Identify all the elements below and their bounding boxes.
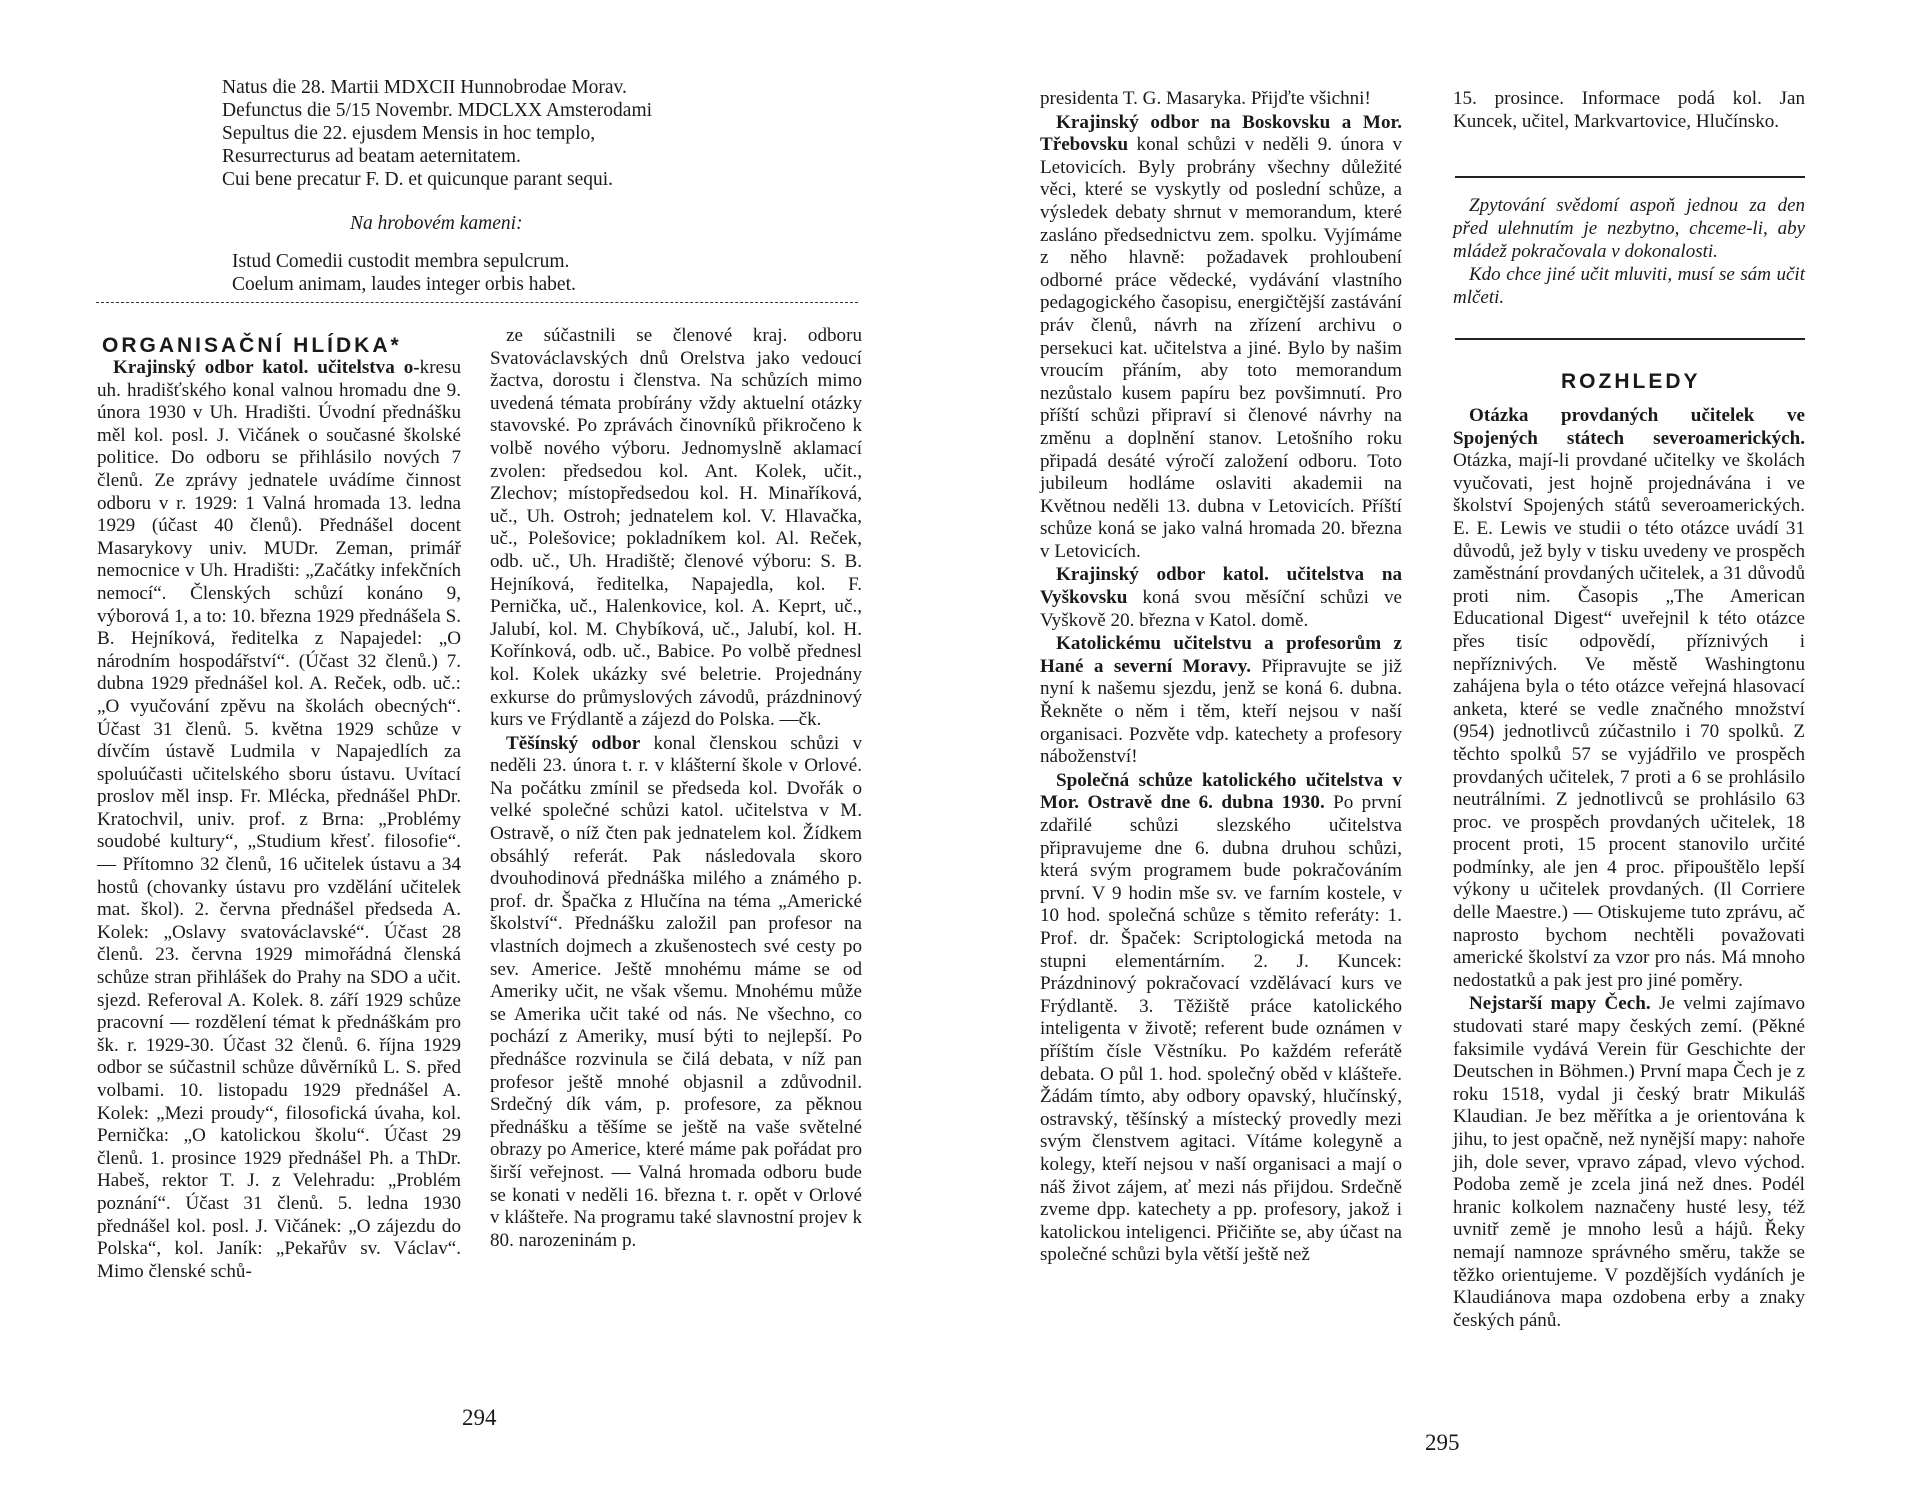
motto-box (1453, 194, 1805, 309)
divider (1455, 338, 1805, 340)
divider (96, 302, 858, 303)
paragraph-lead: Otázka provdaných učitelek ve Spojených státech severoamerických. (1453, 405, 1805, 449)
right-column-2 (1453, 405, 1805, 1332)
epitaph-line: Natus die 28. Martii MDXCII Hunnobrodae Morav. (222, 77, 627, 98)
epitaph-inscription (222, 76, 782, 191)
paragraph-text: konal schůzi v neděli 9. února v Letovicích. Byly probrány všechny důležité věci, které se vyskytly od poslední schůze, a výsledek debaty shrnut v memorandum, které zasláno předsednictvu zem. spolku. Vyjímáme z něho hlavně: požadavek prohloubení odborné práce vědecké, vydávání vlastního pedagogického časopisu, energičtější zastávání práv členů, návrh na zřízení archivu o persekuci kat. učitelstva a jiné. Bylo by našim vroucím přáním, aby toto memorandum nezůstalo kusem papíru bez povšimnutí. Pro příští schůzi připraví si členové návrhy na změnu a doplnění stanov. Letošního roku připadá desáté výročí založení odboru. Toto jubileum hodláme oslaviti akademii na Květnou neděli 13. dubna v Letovicích. Příští schůze koná se jako valná hromada 20. března v Letovicích. (1040, 134, 1402, 562)
epitaph-line: Defunctus die 5/15 Novembr. MDCLXX Amsterodami (222, 100, 653, 121)
epitaph-line: Cui bene precatur F. D. et quicunque parant sequi. (222, 169, 614, 190)
paragraph-text: Připravujte se již nyní k našemu sjezdu, jenž se koná 6. dubna. Řekněte o něm i těm, kteří nejsou v naší organisaci. Pozvěte vdp. katechety a profesory náboženství! (1040, 655, 1402, 768)
epitaph-line: Resurrecturus ad beatam aeternitatem. (222, 146, 521, 167)
paragraph (490, 325, 862, 732)
paragraph-text: ze súčastnili se členové kraj. odboru Svatováclavských dnů Orelstva jako vedoucí žactva, dorostu i členstva. Na schůzích mimo uvedená témata probírány vždy aktuelní otázky stavovské. Po zprávách činovníků přikročeno k volbě nového výboru. Jednomyslně aklamací zvolen: předsedou kol. Ant. Kolek, učit., Zlechov; místopředsedou kol. H. Minaříková, uč., Uh. Ostroh; jednatelem kol. V. Hlavačka, uč., Polešovice; pokladníkem kol. Al. Reček, odb. uč., Uh. Hradiště; členové výboru: S. B. Hejníková, ředitelka, Napajedla, kol. F. Pernička, uč., Halenkovice, kol. A. Keprt, uč., Jalubí, kol. M. Chybíková, uč., Jalubí, kol. H. Kořínková, odb. uč., Babice. Po volbě přednesl kol. Kolek ukázky své beletrie. Projednány exkurse do průmyslových závodů, prázdninový kurs ve Frýdlantě a zájezd do Polska. —čk. (490, 325, 862, 731)
paragraph-text: koná svou měsíční schůzi ve Vyškově 20. března v Katol. domě. (1040, 587, 1402, 631)
left-column-1 (97, 357, 461, 1283)
epitaph-line: Sepultus die 22. ejusdem Mensis in hoc templo, (222, 123, 596, 144)
paragraph (1040, 88, 1402, 111)
motto-line: Zpytování svědomí aspoň jednou za den před ulehnutím je nezbytno, chceme-li, aby mládež pokračovala v dokonalosti. (1453, 195, 1805, 262)
paragraph-lead: Společná schůze katolického učitelstva v Mor. Ostravě dne 6. dubna 1930. (1040, 769, 1402, 814)
paragraph-lead: Krajinský odbor na Boskovsku a Mor. Třebovsku (1040, 111, 1402, 156)
notice-text: 15. prosince. Informace podá kol. Jan Kuncek, učitel, Markvartovice, Hlučínsko. (1453, 88, 1805, 132)
paragraph-text: konal členskou schůzi v neděli 23. února t. r. v klášterní škole v Orlové. Na počátku zmínil se předseda kol. Dvořák o velké společné schůzi katol. učitelstva v M. Ostravě, o níž čten pak jednatelem kol. Žídkem obsáhlý referát. Pak následovala skoro dvouhodinová přednáška milého a známého p. prof. dr. Špačka z Hlučína na téma „Americké školství“. Přednášku založil pan profesor na vlastních dojmech a zkušenostech své cesty po sev. Americe. Ještě mnohému máme se od Ameriky učit, ne však všemu. Mnohému může se Amerika učit také od nás. Ne všechno, co pochází z Ameriky, musí býti to nejlepší. Po přednášce rozvinula se čilá debata, v níž pan profesor ještě mnohé objasnil a zdůvodnil. Srdečný dík vám, p. profesore, za pěknou přednášku a těšíme se ještě na vaše světelné obrazy po Americe, které máme pak pořádat pro širší veřejnost. — Valná hromada odboru bude se konati v neděli 16. března t. r. opět v Orlové v klášteře. Na programu také slavnostní projev k 80. narozeninám p. (490, 732, 862, 1251)
paragraph (490, 733, 862, 1253)
paragraph-text: Je velmi zajímavo studovati staré mapy českých zemí. (Pěkné faksimile vydává Verein für Geschichte der Deutschen in Böhmen.) První mapa Čech je z roku 1518, vydal ji český bratr Mikuláš Klaudian. Je bez měřítka a je orientována k jihu, to jest opačně, než nynější mapy: nahoře jih, dole sever, vpravo západ, vlevo východ. Podoba země je zcela jiná než dnes. Podél hranic kolkolem naznačeny husté lesy, též uvnitř země je mnoho lesů a hájů. Řeky nemají namnoze správného směru, takže se těžko orientujeme. V pozdějších vydáních je Klaudiánova mapa ozdobena erby a znaky českých pánů. (1453, 993, 1805, 1331)
tomb-line: Istud Comedii custodit membra sepulcrum. (232, 251, 570, 272)
paragraph-text: presidenta T. G. Masaryka. Přijďte všichni! (1040, 88, 1371, 109)
paragraph (1453, 405, 1805, 992)
left-column-2 (490, 325, 862, 1252)
paragraph (1040, 770, 1402, 1267)
paragraph (1453, 993, 1805, 1332)
right-column-1 (1040, 88, 1402, 1267)
paragraph-lead: Těšínský odbor (506, 732, 641, 754)
motto-line: Kdo chce jiné učit mluviti, musí se sám učit mlčeti. (1453, 264, 1805, 308)
tomb-line: Coelum animam, laudes integer orbis habet. (232, 274, 576, 295)
divider (1455, 176, 1805, 178)
right-col2-top (1453, 88, 1805, 133)
page-number: 294 (462, 1405, 497, 1430)
tomb-inscription (232, 250, 712, 296)
paragraph-lead: Katolickému učitelstvu a profesorům z Hané a severní Moravy. (1040, 633, 1402, 677)
paragraph-lead: Nejstarší mapy Čech. (1469, 993, 1651, 1015)
page-number: 295 (1425, 1430, 1460, 1455)
paragraph (1040, 112, 1402, 564)
tomb-title: Na hrobovém kameni: (350, 213, 523, 234)
paragraph-lead: Krajinský odbor katol. učitelstva o- (113, 357, 420, 378)
section-title: ORGANISAČNÍ HLÍDKA* (102, 334, 402, 357)
section-title: ROZHLEDY (1561, 370, 1701, 393)
paragraph-text: kresu uh. hradišťského konal valnou hromadu dne 9. února 1930 v Uh. Hradišti. Úvodní přednášku měl kol. posl. J. Vičánek o současné školské politice. Do odboru se přihlásilo nových 7 členů. Ze zprávy jednatele uvádíme činnost odboru v r. 1929: 1 Valná hromada 13. ledna 1929 (účast 40 členů). Přednášel docent Masarykovy univ. MUDr. Zeman, primář nemocnice v Uh. Hradišti: „Začátky infekčních nemocí“. Členských schůzí konáno 9, výborová 1, a to: 10. března 1929 přednášela S. B. Hejníková, ředitelka z Napajedel: „O národním hospodářství“. (Účast 32 členů.) 7. dubna 1929 přednášel kol. A. Reček, odb. uč.: „O vyučování zpěvu na školách obecných“. Účast 31 členů. 5. května 1929 schůze v dívčím ústavě Ludmila v Napajedlích za spoluúčasti učitelského sboru ústavu. Uvítací proslov měl insp. Fr. Mlécka, přednášel PhDr. Kratochvil, univ. prof. z Brna: „Problémy soudobé kultury“, „Studium křesť. filosofie“. — Přítomno 32 členů, 16 učitelek ústavu a 34 hostů (chovanky ústavu pro vzdělání učitelek mat. škol). 2. června přednášel předseda A. Kolek: „Oslavy svatováclavské“. Účast 28 členů. 23. června 1929 mimořádná členská schůze stran přihlášek do Prahy na SDO a učit. sjezd. Referoval A. Kolek. 8. září 1929 schůze pracovní — rozdělení témat k přednáškám pro šk. r. 1929-30. Účast 32 členů. 6. října 1929 odbor se súčastnil schůze důvěrníků L. S. před volbami. 10. listopadu 1929 přednášel A. Kolek: „Mezi proudy“, filosofická úvaha, kol. Pernička: „O katolickou školu“. Účast 29 členů. 1. prosince 1929 přednášel Ph. a ThDr. Habeš, rektor T. J. z Velehradu: „Problém poznání“. Účast 31 členů. 5. ledna 1930 přednášel kol. posl. J. Vičánek: „O zájezdu do Polska“, kol. Janík: „Pekařův sv. Václav“. Mimo členské schů- (97, 357, 461, 1282)
paragraph (1040, 633, 1402, 769)
paragraph (97, 357, 461, 1283)
right-page (953, 0, 1906, 1500)
paragraph-lead: Krajinský odbor katol. učitelstva na Vyškovsku (1040, 564, 1402, 609)
paragraph-text: Po první zdařilé schůzi slezského učitelstva připravujeme dne 6. dubna druhou schůzi, která svým programem bude pokračováním první. V 9 hodin mše sv. ve farním kostele, v 10 hod. společná schůze s těmito referáty: 1. Prof. dr. Špaček: Scriptologická metoda na stupni elementárním. 2. J. Kuncek: Prázdninový pokračovací vzdělávací kurs ve Frýdlantě. 3. Těžiště práce katolického inteligenta v životě; referent bude oznámen v příštím čísle Věstníku. Po každém referátě debata. O půl 1. hod. společný oběd v klášteře. Žádám tímto, aby odbory opavský, hlučínský, ostravský, těšínský a místecký provedly mezi svým členstvem agitaci. Vítáme kolegyně a kolegy, kteří nejsou v naší organisaci a mají o náš život zájem, ať mezi nás přijdou. Srdečně zveme dpp. katechety a pp. profesory, jakož i katolickou inteligenci. Přičiňte se, aby účast na společné schůzi byla větší ještě než (1040, 792, 1402, 1266)
paragraph-text: Otázka, mají-li provdané učitelky ve školách vyučovati, jest hojně projednávána i ve školství Spojených států severoamerických. E. E. Lewis ve studii o této otázce uvádí 31 důvodů, jež byly v tisku uvedeny ve prospěch zaměstnání provdaných učitelek, a 31 důvodů proti nim. Časopis „The American Educational Digest“ uveřejnil k této otázce přes tisíc odpovědí, příznivých i nepříznivých. Ve městě Washingtonu zahájena byla o této otázce veřejná hlasovací anketa, které se vedle značného množství (954) jednotlivců zúčastnilo i 70 spolků. Z těchto spolků 57 se vyjádřilo ve prospěch provdaných učitelek, 7 proti a 6 se prohlásilo neutrálními. Z jednotlivců se prohlásilo 63 proc. ve prospěch provdaných učitelek, 18 procent proti, 15 procent stanovilo určité podmínky, ale jen 4 proc. připouštělo lepší výkony u učitelek provdaných. (Il Corriere delle Maestre.) — Otiskujeme tuto zprávu, ač naprosto bychom nechtěli považovati americké školství za vzor pro nás. Má mnoho nedostatků a pak jest pro jiné poměry. (1453, 450, 1805, 991)
paragraph (1040, 564, 1402, 632)
